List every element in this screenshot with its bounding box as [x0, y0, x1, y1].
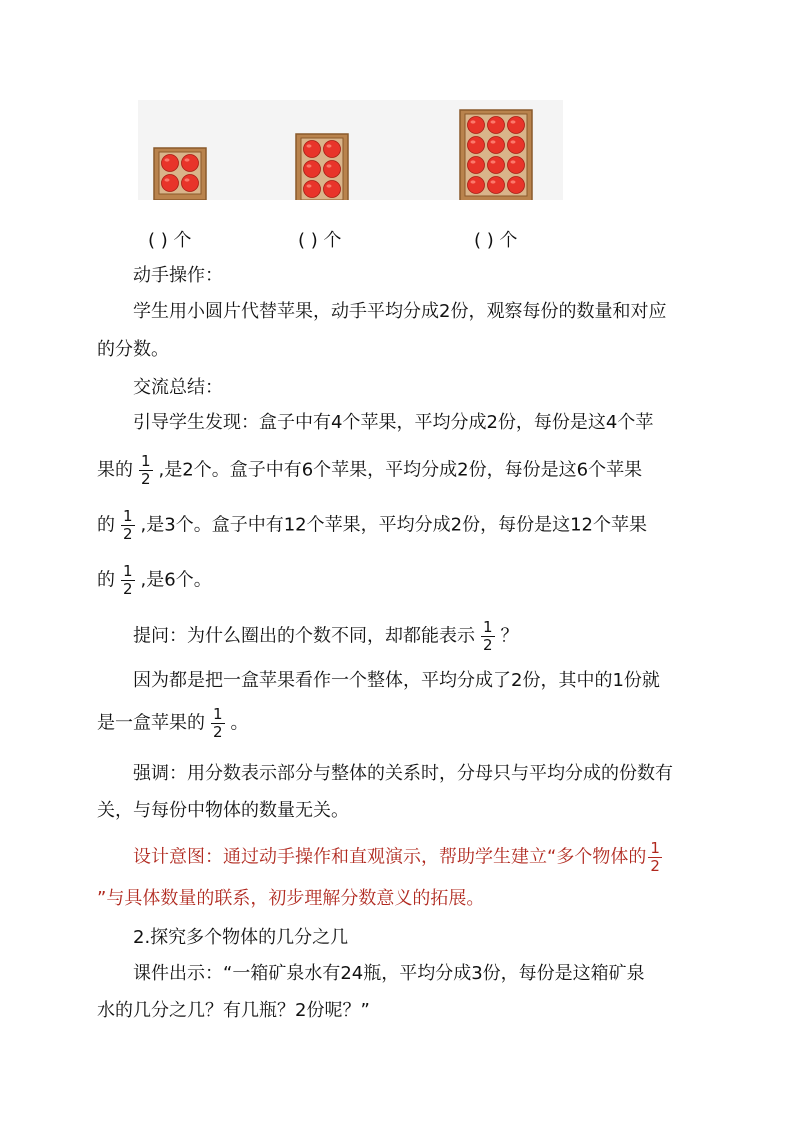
hands-on-paragraph-line-2: 的分数。	[97, 339, 169, 360]
hands-on-heading: 动手操作：	[133, 265, 223, 286]
apple-box-1	[154, 148, 206, 200]
summary-line-3-start: 的	[97, 514, 115, 536]
design-intent-line-1	[133, 840, 668, 875]
apple-box-3	[460, 110, 532, 200]
answer-line-2-start: 是一盒苹果的	[97, 712, 205, 734]
fraction-one-half: $\frac{1}{2}$	[650, 839, 660, 875]
summary-line-4-start: 的	[97, 569, 115, 591]
apple-icon	[468, 137, 485, 154]
courseware-line-2: 水的几分之几？有几瓶？2份呢？”	[97, 1000, 370, 1021]
summary-line-3-end: ,是3个。盒子中有12个苹果，平均分成2份，每份是这12个苹果	[140, 514, 647, 536]
apple-icon	[508, 137, 525, 154]
apple-icon	[508, 117, 525, 134]
apple-icon	[162, 155, 179, 172]
fraction-one-half: $\frac{1}{2}$	[141, 452, 151, 488]
question-text: 提问：为什么圈出的个数不同，却都能表示	[133, 625, 475, 647]
apple-icon	[324, 181, 341, 198]
fraction-one-half: $\frac{1}{2}$	[123, 562, 133, 598]
apple-icon	[508, 157, 525, 174]
apple-icon	[468, 157, 485, 174]
blank-answer-3[interactable]: ( ) 个	[474, 230, 518, 251]
apple-icon	[468, 117, 485, 134]
emphasis-line-2: 关，与每份中物体的数量无关。	[97, 800, 349, 821]
emphasis-line-1: 强调：用分数表示部分与整体的关系时，分母只与平均分成的份数有	[133, 763, 673, 784]
hands-on-paragraph-line-1: 学生用小圆片代替苹果，动手平均分成2份，观察每份的数量和对应	[133, 301, 667, 322]
apple-icon	[182, 155, 199, 172]
apple-icon	[488, 177, 505, 194]
summary-line-4-end: ,是6个。	[140, 569, 212, 591]
apple-box-2	[296, 134, 348, 200]
question-line	[133, 619, 519, 654]
summary-heading: 交流总结：	[133, 377, 223, 398]
question-mark: ？	[500, 625, 519, 647]
apple-icon	[324, 141, 341, 158]
apple-icon	[182, 175, 199, 192]
apple-icon	[304, 161, 321, 178]
apple-icon	[468, 177, 485, 194]
design-intent-line-2: ”与具体数量的联系，初步理解分数意义的拓展。	[97, 888, 485, 909]
answer-line-2-end: 。	[230, 712, 249, 734]
summary-line-2-start: 果的	[97, 459, 133, 481]
fraction-one-half: $\frac{1}{2}$	[483, 618, 493, 654]
design-intent-text: 设计意图：通过动手操作和直观演示，帮助学生建立“多个物体的	[133, 846, 647, 868]
apple-boxes-svg	[138, 100, 563, 200]
apple-icon	[508, 177, 525, 194]
summary-line-2-end: ,是2个。盒子中有6个苹果，平均分成2份，每份是这6个苹果	[158, 459, 643, 481]
blank-answer-2[interactable]: ( ) 个	[298, 230, 342, 251]
apple-icon	[488, 117, 505, 134]
apple-icon	[488, 157, 505, 174]
apple-boxes-figure	[138, 100, 563, 200]
summary-line-1: 引导学生发现：盒子中有4个苹果，平均分成2份，每份是这4个苹	[133, 412, 654, 433]
apple-icon	[324, 161, 341, 178]
summary-line-2	[97, 453, 642, 488]
apple-icon	[488, 137, 505, 154]
answer-line-1: 因为都是把一盒苹果看作一个整体，平均分成了2份，其中的1份就	[133, 670, 660, 691]
apple-icon	[304, 181, 321, 198]
blank-answer-1[interactable]: ( ) 个	[148, 230, 192, 251]
explore-heading: 2.探究多个物体的几分之几	[133, 927, 349, 948]
answer-line-2	[97, 706, 249, 741]
summary-line-3	[97, 508, 647, 543]
summary-line-4	[97, 563, 212, 598]
fraction-one-half: $\frac{1}{2}$	[213, 705, 223, 741]
apple-icon	[162, 175, 179, 192]
fraction-one-half: $\frac{1}{2}$	[123, 507, 133, 543]
courseware-line-1: 课件出示：“一箱矿泉水有24瓶，平均分成3份，每份是这箱矿泉	[133, 963, 645, 984]
apple-icon	[304, 141, 321, 158]
